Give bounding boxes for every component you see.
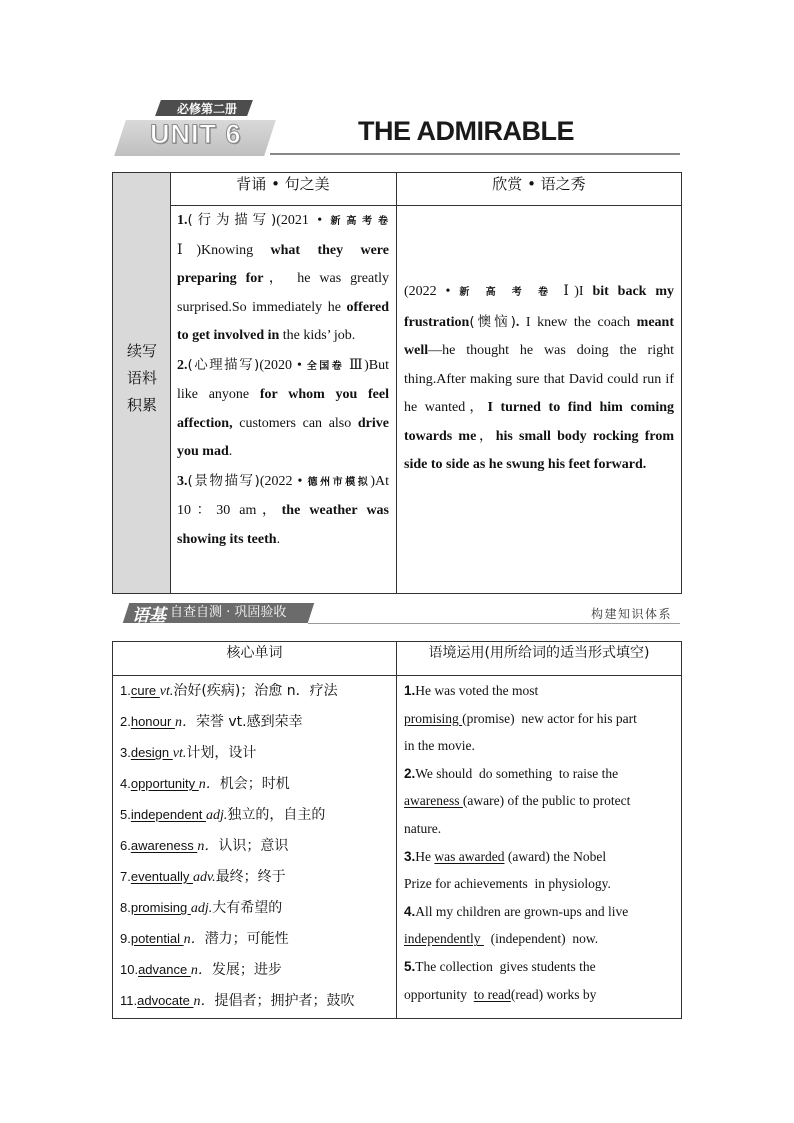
vocab-number: 8. <box>120 900 131 915</box>
vocab-number: 4. <box>120 776 131 791</box>
section-subtitle: 自查自测 · 巩固验收 <box>170 605 287 620</box>
vocab-word: advocate <box>137 993 194 1008</box>
vocab-number: 1. <box>120 683 131 698</box>
vocab-word: awareness <box>130 838 198 853</box>
book-label: 必修第二册 <box>176 102 237 116</box>
exercise-line: nature. <box>404 820 442 836</box>
unit-header <box>120 100 680 160</box>
vocab-meaning: 治好(疾病)；治愈 n．疗法 <box>173 683 338 699</box>
section-tag: 语基 <box>132 606 166 626</box>
side-label-cell <box>113 173 171 593</box>
vocab-pos: vt. <box>159 684 174 699</box>
vocab-item <box>120 675 396 706</box>
vocab-word: advance <box>138 962 191 977</box>
exercise-line: 4.All my children are grown-ups and live <box>404 903 629 919</box>
vocab-word: eventually <box>130 869 193 884</box>
vocab-meaning: 提倡者；拥护者；鼓吹 <box>214 993 355 1009</box>
header-rule <box>270 153 680 155</box>
vocab-pos: n． <box>193 994 215 1009</box>
section-right-label: 构建知识体系 <box>590 607 672 621</box>
vocab-meaning: 荣誉 vt.感到荣幸 <box>195 714 303 730</box>
unit-label: UNIT 6 <box>150 119 242 149</box>
appreciate-passage: (2022 • 新 高 考 卷 Ⅰ)I bit back my frustration(懊恼). I knew the coach meant well—he thought he was doing the right thing.After making sure that David could run if he wanted，I turned to find him coming towards me，his small body rocking from side to side as he swung his feet forward. <box>404 284 674 472</box>
vocab-item <box>120 985 396 1016</box>
exercise-line: promising (promise) new actor for his part <box>404 710 637 726</box>
vocab-word: honour <box>130 714 175 729</box>
vocab-word: independent <box>130 807 207 822</box>
exercise-line: in the movie. <box>404 738 475 754</box>
sentence-1: 1.(行为描写)(2021 • 新高考卷 Ⅰ)Knowing what they were preparing for， he was greatly surprised.So immediately he offered to get involved in the kids’ job. <box>177 212 389 343</box>
context-exercises <box>404 677 676 1008</box>
exercise-line: opportunity to read(read) works by <box>404 986 597 1002</box>
vocab-word: potential <box>130 931 184 946</box>
vocab-pos: vt. <box>172 746 187 761</box>
vocab-word: promising <box>130 900 191 915</box>
vocab-pos: n． <box>197 839 219 854</box>
vocab-meaning: 独立的，自主的 <box>227 807 326 823</box>
vocab-number: 9. <box>120 931 131 946</box>
page-title: THE ADMIRABLE <box>358 116 574 146</box>
vocab-meaning: 最终；终于 <box>215 869 286 885</box>
vocab-pos: adv. <box>193 870 216 885</box>
vocab-word: cure <box>130 683 160 698</box>
exercise-line: 1.He was voted the most <box>404 683 539 698</box>
vocab-meaning: 潜力；可能性 <box>204 931 289 947</box>
vocab-number: 7. <box>120 869 131 884</box>
section-bar <box>112 601 680 625</box>
vocab-word: design <box>130 745 173 760</box>
vocab-meaning: 发展；进步 <box>211 962 282 978</box>
sentence-3: 3.(景物描写)(2022 • 德州市模拟)At 10：30 am，the weather was showing its teeth. <box>177 472 389 547</box>
side-label: 续写 语料 积累 <box>126 342 157 414</box>
vocab-pos: adj. <box>190 901 213 916</box>
vocab-pos: n． <box>174 715 196 730</box>
vocab-item <box>120 861 396 892</box>
vocab-number: 11. <box>120 993 138 1008</box>
vocab-number: 3. <box>120 745 131 760</box>
vocab-item <box>120 923 396 954</box>
vocab-item <box>120 799 396 830</box>
writing-material-table <box>112 172 682 594</box>
column-header-core-words: 核心单词 <box>226 645 283 661</box>
vocab-pos: n． <box>183 932 205 947</box>
vocab-meaning: 认识；意识 <box>218 838 289 854</box>
recite-sentences <box>177 206 389 554</box>
column-header-appreciate: 欣赏 • 语之秀 <box>492 175 586 193</box>
vocabulary-table <box>112 641 682 1019</box>
core-word-list <box>120 675 396 1016</box>
sentence-2: 2.(心理描写)(2020 • 全国卷 Ⅲ)But like anyone for whom you feel affection, customers can also drive you mad. <box>177 356 389 459</box>
vocab-meaning: 计划，设计 <box>186 745 257 761</box>
vocab-item <box>120 768 396 799</box>
exercise-line: 2.We should do something to raise the <box>404 765 619 781</box>
vocab-number: 10. <box>120 962 139 977</box>
vocab-item <box>120 830 396 861</box>
vocab-item <box>120 892 396 923</box>
vocab-meaning: 机会；时机 <box>219 776 290 792</box>
column-header-context-use: 语境运用(用所给词的适当形式填空) <box>428 645 650 661</box>
exercise-line: awareness (aware) of the public to protect <box>404 793 631 809</box>
vocab-number: 2. <box>120 714 131 729</box>
vocab-pos: adj. <box>206 808 228 823</box>
exercise-line: Prize for achievements in physiology. <box>404 876 611 892</box>
exercise-line: independently (independent) now. <box>404 931 599 947</box>
exercise-line: 5.The collection gives students the <box>404 958 596 974</box>
vocab-meaning: 大有希望的 <box>212 900 283 916</box>
vocab-number: 6. <box>120 838 131 853</box>
exercise-line: 3.He was awarded (award) the Nobel <box>404 848 607 864</box>
vocab-item <box>120 954 396 985</box>
vocab-item <box>120 737 396 768</box>
vocab-item <box>120 706 396 737</box>
vocab-pos: n． <box>198 777 220 792</box>
vocab-pos: n． <box>190 963 212 978</box>
vocab-number: 5. <box>120 807 131 822</box>
column-header-recite: 背诵 • 句之美 <box>236 175 330 193</box>
vocab-word: opportunity <box>130 776 199 791</box>
